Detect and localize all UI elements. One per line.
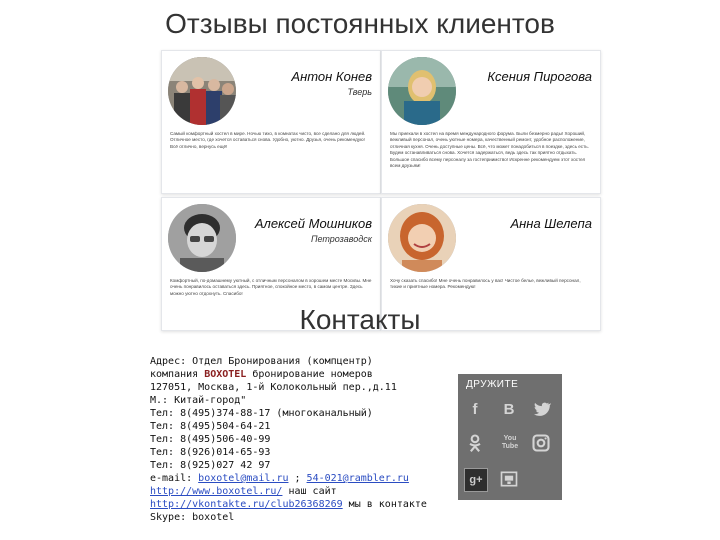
email-label: e-mail: [150,473,199,484]
email-separator: ; [288,473,307,484]
avatar [168,57,236,125]
review-text: Комфортный, по-домашнему уютный, с отличным персоналом в хорошем месте Москвы. Мне очень понравилось оставаться здесь. Приятное, спокойное место, в самом центре. Здесь можно уютно отдохнуть. Спасибо! [170,278,372,296]
phone-line: Тел: 8(495)506-40-99 [150,434,271,445]
google-plus-icon[interactable]: g+ [464,468,488,492]
social-header: ДРУЖИТЕ [466,379,519,390]
address-line: 127051, Москва, 1-й Колокольный пер.,д.11 [150,382,397,393]
vkontakte-icon[interactable]: B [503,400,515,418]
reviewer-name: Ксения Пирогова [487,69,592,84]
email-line [150,472,430,485]
address-line: Адрес: Отдел Бронирования (компцентр) [150,356,373,367]
avatar [168,204,236,272]
address-suffix: бронирование номеров [246,369,373,380]
avatar [388,57,456,125]
email-link[interactable]: 54-021@rambler.ru [306,473,409,484]
reviewer-city: Тверь [347,87,372,97]
camera-icon[interactable] [498,468,520,490]
reviewer-name: Алексей Мошников [254,216,372,231]
phone-line: Тел: 8(495)374-88-17 (многоканальный) [150,408,373,419]
vk-suffix: мы в контакте [342,499,427,510]
social-panel [458,374,562,500]
instagram-icon[interactable] [530,432,552,454]
metro-line: М.: Китай-город" [150,395,247,406]
reviewer-name: Анна Шелепа [510,216,592,231]
site-link[interactable]: http://www.boxotel.ru/ [150,486,283,497]
avatar [388,204,456,272]
reviewer-city: Петрозаводск [310,234,372,244]
phone-line: Тел: 8(925)027 42 97 [150,460,271,471]
email-link[interactable]: boxotel@mail.ru [198,473,289,484]
skype-line: Skype: boxotel [150,512,235,523]
address-prefix: компания [150,369,205,380]
phone-line: Тел: 8(926)014-65-93 [150,447,271,458]
vk-line [150,498,430,511]
page-title: Отзывы постоянных клиентов [165,8,555,39]
site-line [150,485,430,498]
brand-name: BOXOTEL [204,369,247,380]
site-suffix: наш сайт [282,486,337,497]
contacts-title: Контакты [299,304,421,335]
vk-link[interactable]: http://vkontakte.ru/club26368269 [150,499,343,510]
review-card [161,50,381,194]
review-card [381,50,601,194]
review-text: Хочу сказать спасибо! Мне очень понравилось у вас! Чистое белье, вежливый персонал, тихие и приятные номера. Рекомендую! [390,278,581,290]
contacts-block [150,355,430,524]
review-text: Мы приехали в хостел на время международного форума. Были безмерно рады! Хороший, вежливый персонал, очень уютные номера, качественный ремонт, удобное расположение, отличная кухня. Очень доступные цены. Всё, что может понадобиться в поездке, здесь есть. Будем останавливаться снова. Хочется задержаться, ведь здесь так приятно отдыхать. Большое спасибо всему персоналу за гостеприимство! Искренне рекомендуем этот хостел всем друзьям! [390,131,589,169]
phone-line: Тел: 8(495)504-64-21 [150,421,271,432]
facebook-icon[interactable]: f [472,400,478,418]
review-text: Самый комфортный хостел в мире. Ночью тихо, в комнатах чисто, все сделано для людей. Отличное место, где хочется оставаться снова. Удобно, уютно. Друзья, очень рекомендую! Всё отлично, вернусь ещё! [170,131,366,149]
youtube-icon[interactable]: You Tube [501,435,519,450]
odnoklassniki-icon[interactable] [464,432,486,454]
address-line [150,368,430,381]
reviewer-name: Антон Конев [291,69,372,84]
twitter-icon[interactable] [530,398,552,420]
